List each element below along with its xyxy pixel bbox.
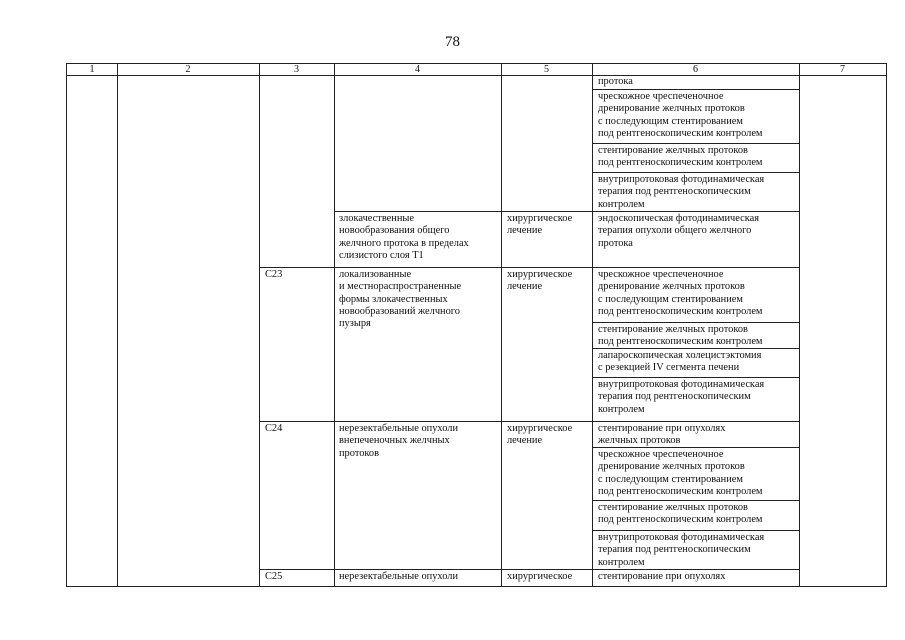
treatment-type: хирургическое <box>507 571 573 582</box>
diagnosis-text: локализованные и местнораспространенные формы злокачественных новообразований желчного пузыря <box>339 269 462 330</box>
method-text: стентирование желчных протоков под рентгеноскопическим контролем <box>598 502 763 526</box>
col-divider <box>117 64 118 586</box>
header-col-7: 7 <box>840 64 845 75</box>
subrow-divider <box>592 143 799 144</box>
subrow-divider <box>592 377 799 378</box>
code-c25: C25 <box>265 571 283 582</box>
header-col-2: 2 <box>185 64 191 75</box>
treatment-type: хирургическое лечение <box>507 269 573 293</box>
method-text: стентирование при опухолях желчных протоков <box>598 423 726 447</box>
method-text: чрескожное чреспеченочное дренирование желчных протоков с последующим стентированием под рентгеноскопическим контролем <box>598 91 763 139</box>
code-c23: C23 <box>265 269 283 280</box>
method-text: чрескожное чреспеченочное дренирование желчных протоков с последующим стентированием под рентгеноскопическим контролем <box>598 269 763 317</box>
page-number: 78 <box>445 34 460 50</box>
col-divider <box>334 64 335 586</box>
medical-care-table <box>66 63 887 587</box>
method-text: протока <box>598 76 633 87</box>
col-divider <box>501 64 502 586</box>
method-text: внутрипротоковая фотодинамическая терапия под рентгеноскопическим контролем <box>598 379 765 415</box>
method-text: чрескожное чреспеченочное дренирование желчных протоков с последующим стентированием под рентгеноскопическим контролем <box>598 449 763 497</box>
method-text: стентирование желчных протоков под рентгеноскопическим контролем <box>598 324 763 348</box>
subrow-divider <box>592 172 799 173</box>
header-col-3: 3 <box>294 64 299 75</box>
method-text: лапароскопическая холецистэктомия с резекцией IV сегмента печени <box>598 350 762 374</box>
col-divider <box>799 64 800 586</box>
treatment-type: хирургическое лечение <box>507 423 573 447</box>
row-divider <box>334 211 799 212</box>
col-divider <box>259 64 260 586</box>
subrow-divider <box>592 530 799 531</box>
row-divider <box>259 421 799 422</box>
diagnosis-text: злокачественные новообразования общего желчного протока в пределах слизистого слоя T1 <box>339 213 469 261</box>
method-text: стентирование при опухолях <box>598 571 726 582</box>
subrow-divider <box>592 322 799 323</box>
diagnosis-text: нерезектабельные опухоли <box>339 571 459 582</box>
header-col-5: 5 <box>544 64 549 75</box>
row-divider <box>259 267 799 268</box>
subrow-divider <box>592 500 799 501</box>
header-col-4: 4 <box>415 64 420 75</box>
row-divider <box>259 569 799 570</box>
subrow-divider <box>592 89 799 90</box>
method-text: внутрипротоковая фотодинамическая терапия под рентгеноскопическим контролем <box>598 174 765 210</box>
method-text: эндоскопическая фотодинамическая терапия опухоли общего желчного протока <box>598 213 760 249</box>
treatment-type: хирургическое лечение <box>507 213 573 237</box>
header-col-6: 6 <box>693 64 698 75</box>
code-c24: C24 <box>265 423 283 434</box>
method-text: стентирование желчных протоков под рентгеноскопическим контролем <box>598 145 763 169</box>
diagnosis-text: нерезектабельные опухоли внепеченочных желчных протоков <box>339 423 459 459</box>
method-text: внутрипротоковая фотодинамическая терапия под рентгеноскопическим контролем <box>598 532 765 568</box>
header-col-1: 1 <box>89 64 95 75</box>
